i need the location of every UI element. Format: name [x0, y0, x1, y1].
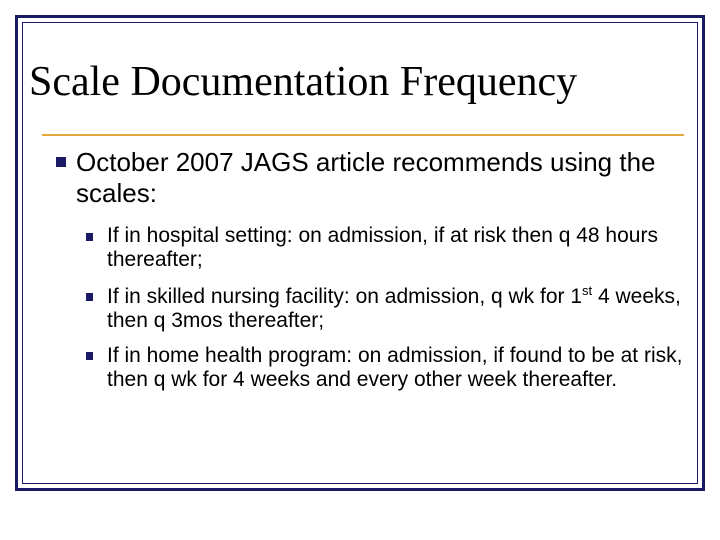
main-bullet-text: October 2007 JAGS article recommends using the scales: [76, 147, 656, 208]
square-bullet-icon [86, 233, 93, 241]
square-bullet-icon [86, 293, 93, 301]
sub-bullet-hospital: If in hospital setting: on admission, if at risk then q 48 hours thereafter; [107, 224, 658, 271]
slide-title: Scale Documentation Frequency [29, 59, 578, 105]
sub-bullet-nursing-text-a: If in skilled nursing facility: on admission, q wk for 1 [107, 285, 583, 308]
sub-bullet-nursing-text-b: 4 weeks, then q 3mos thereafter; [107, 285, 681, 332]
sub-bullet-nursing-facility [107, 285, 687, 333]
square-bullet-icon [86, 352, 93, 360]
title-divider [42, 134, 684, 136]
ordinal-suffix: st [582, 283, 593, 298]
sub-bullet-home-health: If in home health program: on admission, if found to be at risk, then q wk for 4 weeks and every other week thereafter. [107, 344, 683, 391]
square-bullet-icon [56, 157, 66, 167]
